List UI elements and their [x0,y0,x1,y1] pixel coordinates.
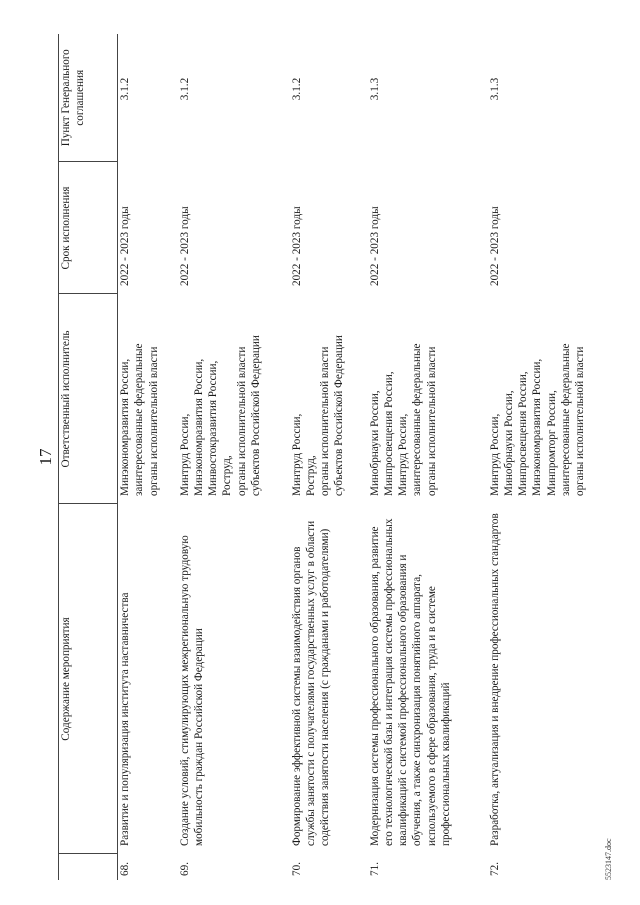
row-executor: Минэкономразвития России, заинтересованные федеральные органы исполнительной власти [119,343,160,496]
document-file-code: 5523147.doc [604,838,613,880]
table-row [118,34,178,880]
row-point: 3.1.3 [488,77,501,101]
table-row [178,34,290,880]
row-executor: Минобрнауки России, Минпросвещения России, Минтруд России, заинтересованные федеральные органы исполнительной власти [368,343,438,496]
row-number: 69. [178,862,191,876]
row-term: 2022 - 2023 годы [178,206,191,286]
row-number: 71. [368,862,381,876]
table-row [290,34,368,880]
row-number: 68. [119,862,131,876]
table-row [368,34,488,880]
row-content: Разработка, актуализация и внедрение профессиональных стандартов [488,513,501,846]
column-header-term: Срок исполнения [59,162,118,294]
row-content: Развитие и популяризация института наставничества [119,592,131,846]
row-content: Формирование эффективной системы взаимодействия органов службы занятости с получателями государственных услуг в области содействия занятости населения (с гражданами и работодателями) [290,520,332,846]
row-point: 3.1.2 [119,77,131,101]
row-number: 72. [488,862,501,876]
column-header-content: Содержание мероприятия [59,504,118,854]
row-point: 3.1.3 [368,77,381,101]
table-row [488,34,608,880]
column-header-executor: Ответственный исполнитель [59,294,118,504]
row-executor: Минтруд России, Минэкономразвития России, Минвостокразвития России, Роструд, органы исполнительной власти субъектов Российской Федерации [178,335,262,496]
row-term: 2022 - 2023 годы [368,206,381,286]
table-header [59,34,118,880]
row-term: 2022 - 2023 годы [119,206,131,286]
row-content: Создание условий, стимулирующих межрегиональную трудовую мобильность граждан Российской Федерации [178,535,205,846]
row-term: 2022 - 2023 годы [290,206,303,286]
column-header-point: Пункт Генерального соглашения [59,34,118,162]
activities-table [58,34,608,880]
page-number: 17 [36,448,55,466]
column-header-number [59,854,118,880]
row-point: 3.1.2 [290,77,303,101]
row-executor: Минтруд России, Минобрнауки России, Минпросвещения России, Минэкономразвития России, Минпромторг России, заинтересованные федеральные органы исполнительной власти [488,343,587,496]
row-point: 3.1.2 [178,77,191,101]
row-content: Модернизация системы профессионального образования, развитие его технологической базы и интеграция системы профессиональных квалификаций с системой профессионального образования и обучения, а также синхронизация понятийного аппарата, используемого в сфере образования, труда и в системе профессиональных квалификаций [368,518,452,846]
row-number: 70. [290,862,303,876]
row-term: 2022 - 2023 годы [488,206,501,286]
row-executor: Минтруд России, Роструд, органы исполнительной власти субъектов Российской Федерации [290,335,346,496]
document-page [24,34,620,880]
